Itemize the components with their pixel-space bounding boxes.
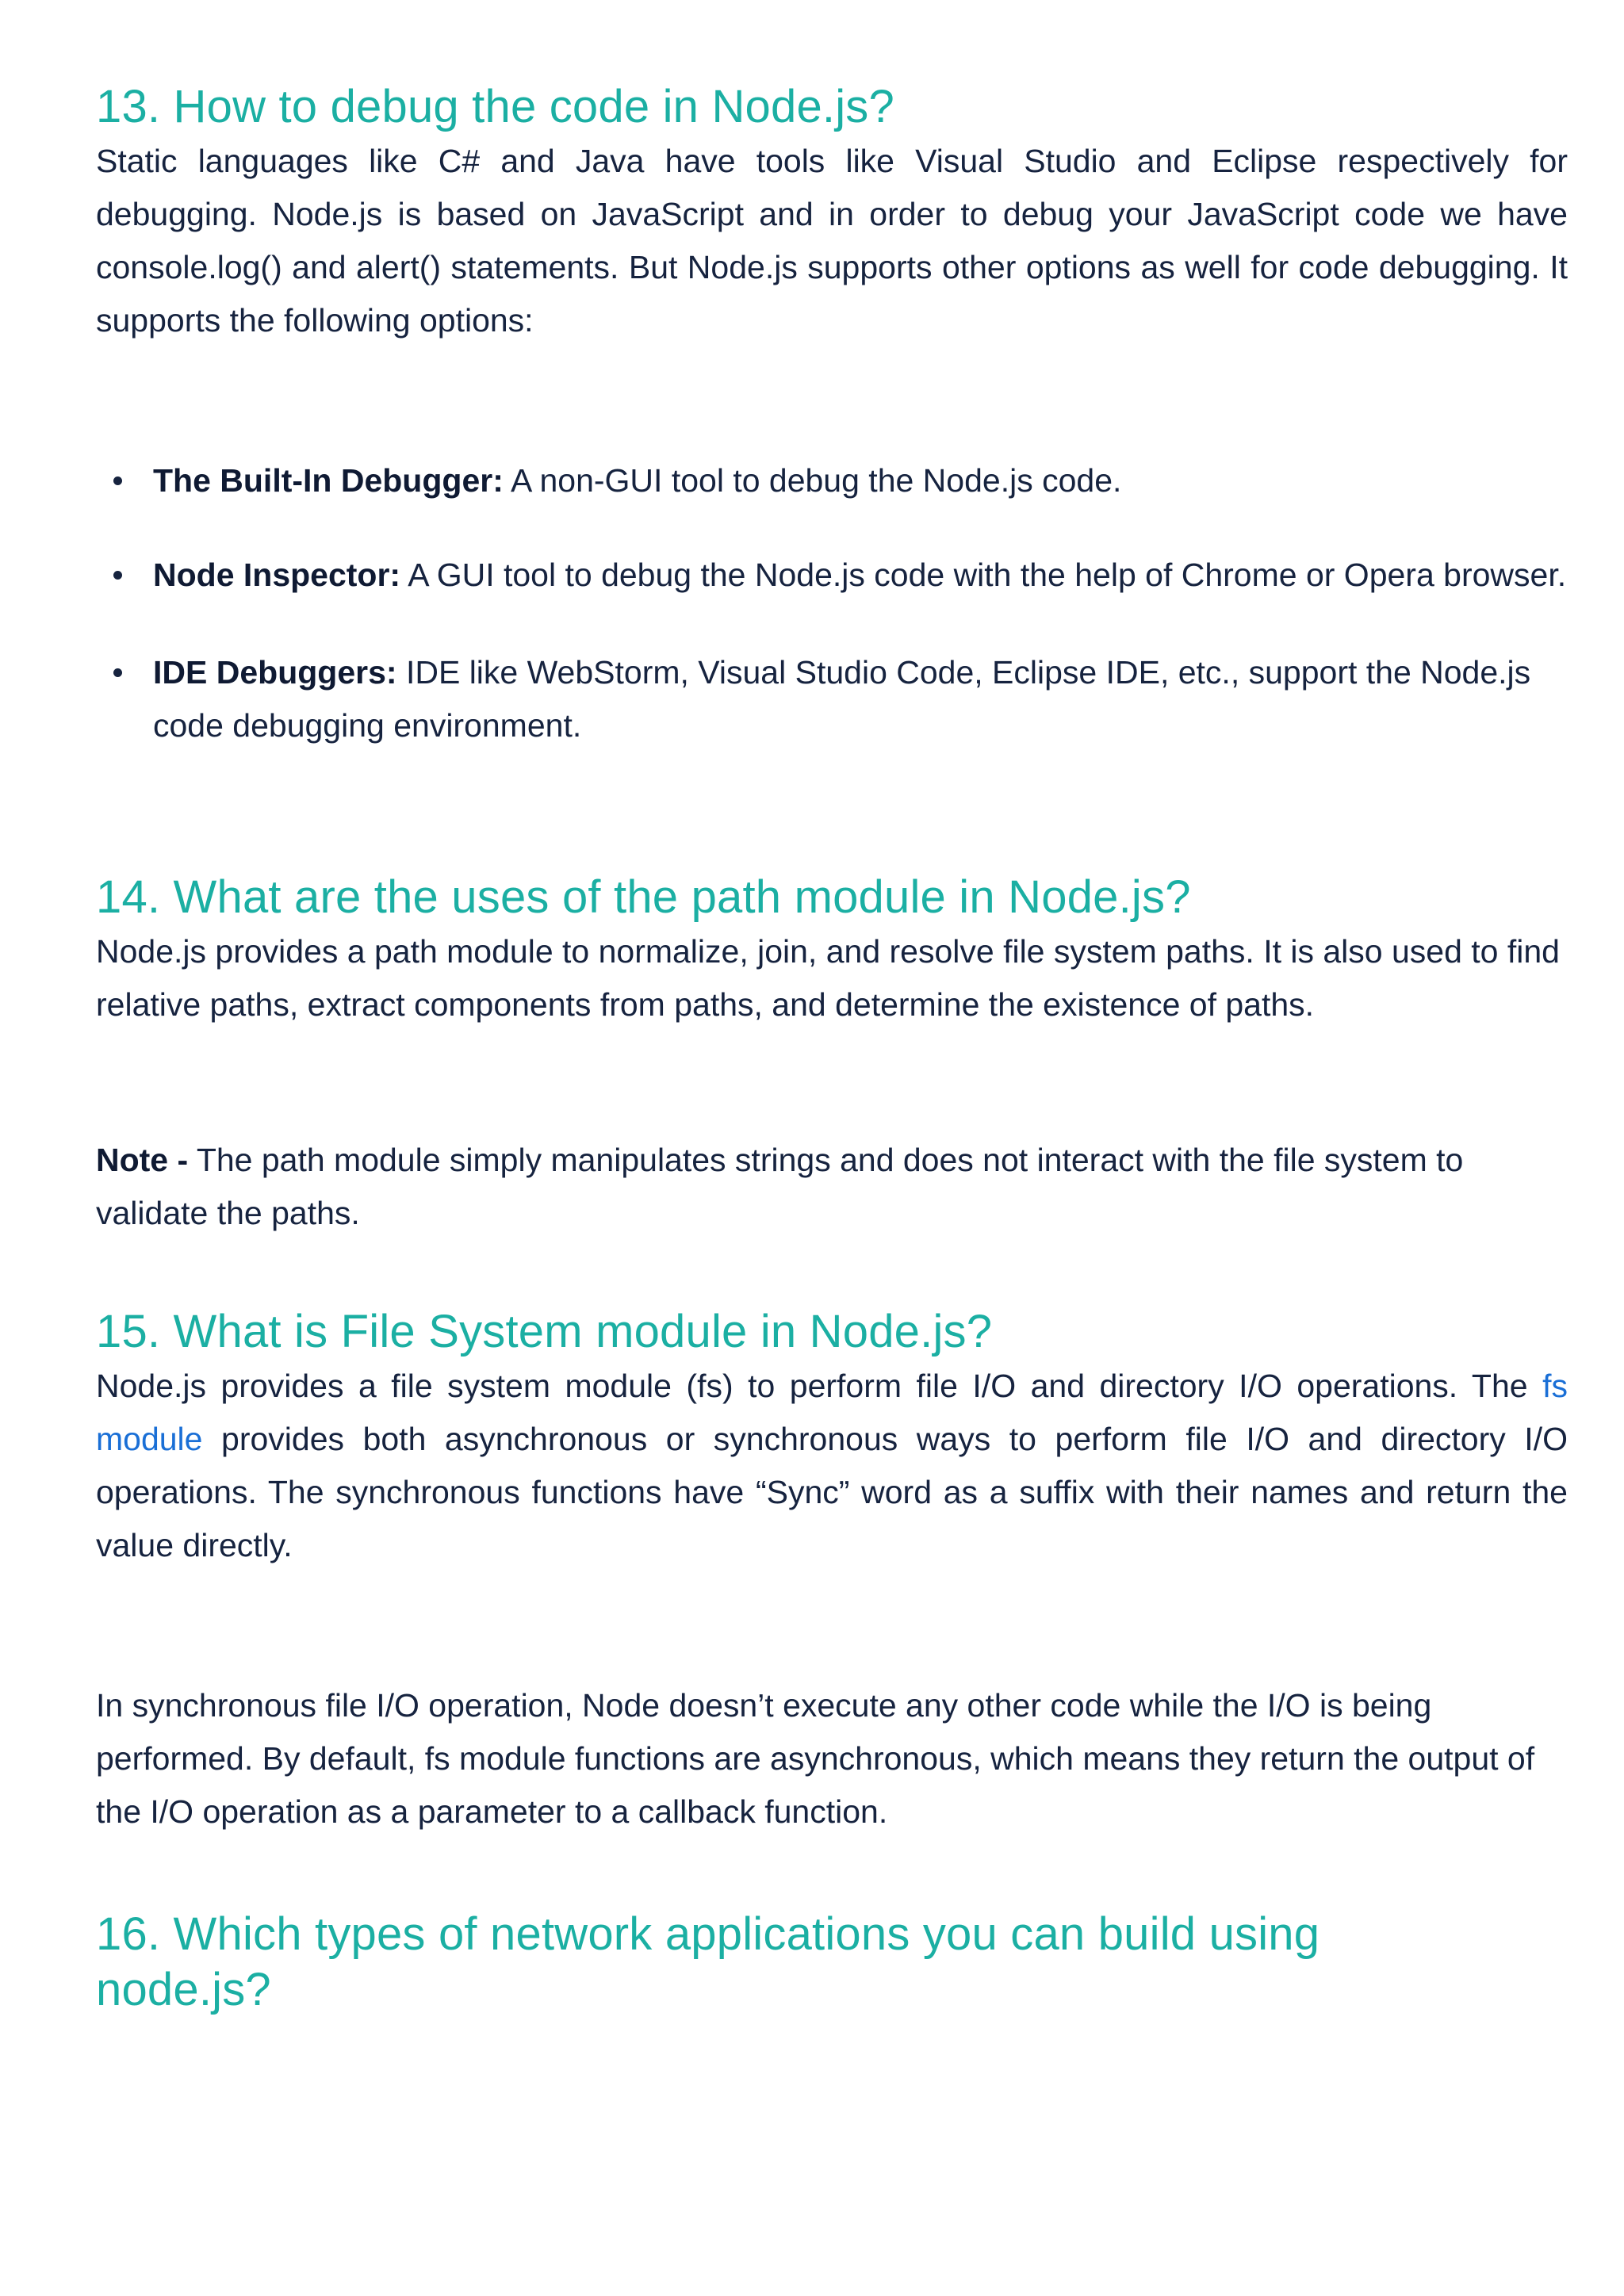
debug-options-list: [96, 454, 1568, 752]
q14-note: [96, 1134, 1568, 1240]
heading-q14: 14. What are the uses of the path module in Node.js?: [96, 871, 1191, 923]
list-item-term: Node Inspector:: [153, 557, 401, 593]
heading-q15: 15. What is File System module in Node.js?: [96, 1306, 993, 1357]
q15-text-after-link: provides both asynchronous or synchronous ways to perform file I/O and directory I/O operations. The synchronous functions have “Sync” word as a suffix with their names and return the value directly.: [96, 1421, 1568, 1563]
list-item-desc: A GUI tool to debug the Node.js code with the help of Chrome or Opera browser.: [408, 557, 1567, 593]
heading-q16-line1: 16. Which types of network applications you can build using: [96, 1908, 1320, 1960]
list-item-desc: A non-GUI tool to debug the Node.js code.: [511, 462, 1122, 499]
section-q16: [96, 1907, 1568, 2018]
q15-paragraph-1: [96, 1360, 1568, 1572]
note-text: The path module simply manipulates strings and does not interact with the file system to validate the paths.: [96, 1142, 1464, 1231]
list-item-builtin-debugger: [96, 454, 1568, 507]
heading-q13: 13. How to debug the code in Node.js?: [96, 81, 894, 132]
section-q13: [96, 79, 1568, 347]
q13-intro: Static languages like C# and Java have tools like Visual Studio and Eclipse respectively for debugging. Node.js is based on JavaScript and in order to debug your JavaScript code we have console.log() and alert() statements. But Node.js supports other options as well for code debugging. It supports the following options:: [96, 143, 1568, 339]
q15-text-before-link: Node.js provides a file system module (fs) to perform file I/O and directory I/O operations. The: [96, 1368, 1528, 1404]
note-label: Note -: [96, 1142, 189, 1178]
q14-body: Node.js provides a path module to normalize, join, and resolve file system paths. It is also used to find relative paths, extract components from paths, and determine the existence of paths.: [96, 933, 1560, 1023]
q15-paragraph-2: In synchronous file I/O operation, Node doesn’t execute any other code while the I/O is being performed. By default, fs module functions are asynchronous, which means they return the output of the I/O operation as a parameter to a callback function.: [96, 1687, 1535, 1830]
list-item-term: IDE Debuggers:: [153, 654, 397, 691]
list-item-node-inspector: [96, 549, 1568, 602]
heading-q16-line2: node.js?: [96, 1964, 271, 2015]
list-item-term: The Built-In Debugger:: [153, 462, 504, 499]
section-q15: [96, 1304, 1568, 1572]
list-item-ide-debuggers: [96, 646, 1568, 752]
q15-paragraph-2-wrap: [96, 1679, 1568, 1839]
heading-q16: [96, 1907, 1568, 2018]
section-q14: [96, 870, 1568, 1031]
list-item-desc: IDE like WebStorm, Visual Studio Code, Eclipse IDE, etc., support the Node.js code debugging environment.: [153, 654, 1531, 744]
fs-module-link[interactable]: fs module: [96, 1368, 1568, 1457]
